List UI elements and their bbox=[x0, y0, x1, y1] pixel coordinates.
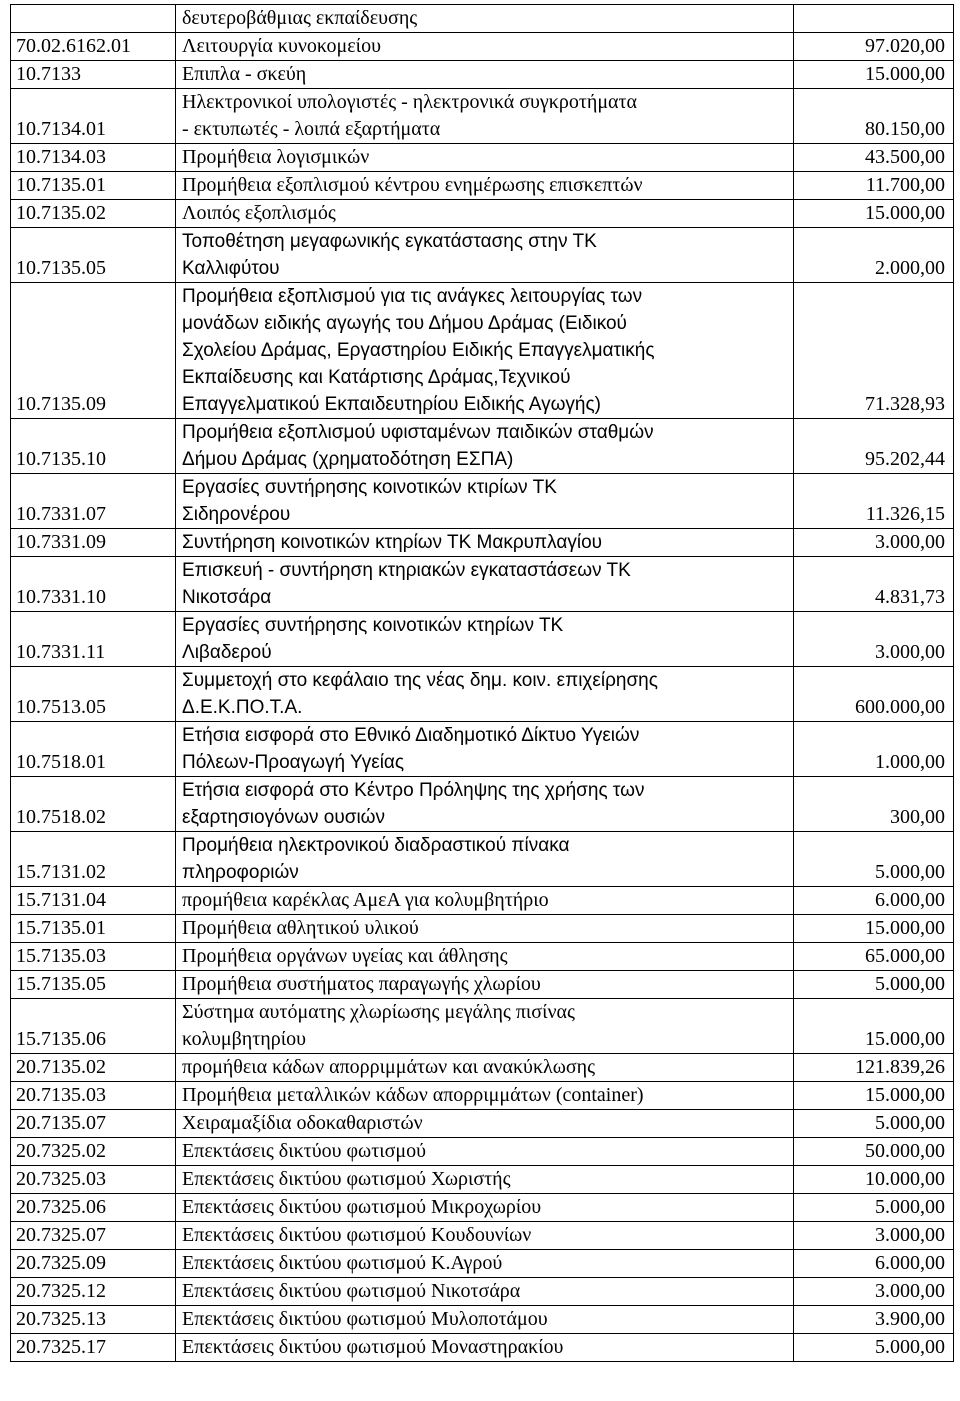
account-code-cell: 15.7135.06 bbox=[11, 999, 176, 1054]
account-code-cell: 70.02.6162.01 bbox=[11, 33, 176, 61]
amount-cell: 95.202,44 bbox=[794, 419, 954, 474]
description-line: δευτεροβάθμιας εκπαίδευσης bbox=[182, 7, 418, 29]
description-line: Επεκτάσεις δικτύου φωτισμού bbox=[182, 1140, 427, 1162]
budget-table-body bbox=[11, 5, 954, 1362]
account-code-cell: 15.7135.03 bbox=[11, 943, 176, 971]
amount-cell: 97.020,00 bbox=[794, 33, 954, 61]
description-line: προμήθεια καρέκλας ΑμεΑ για κολυμβητήριο bbox=[182, 889, 549, 911]
amount-cell: 11.700,00 bbox=[794, 172, 954, 200]
amount-cell: 121.839,26 bbox=[794, 1054, 954, 1082]
description-cell bbox=[176, 228, 794, 283]
description-line: Εργασίες συντήρησης κοινοτικών κτιρίων ΤΚ bbox=[182, 477, 557, 498]
table-row bbox=[11, 1222, 954, 1250]
description-cell bbox=[176, 1222, 794, 1250]
description-cell bbox=[176, 667, 794, 722]
table-row bbox=[11, 5, 954, 33]
description-line: Προμήθεια εξοπλισμού για τις ανάγκες λειτουργίας των bbox=[182, 286, 643, 307]
amount-cell: 4.831,73 bbox=[794, 557, 954, 612]
account-code-cell: 20.7325.09 bbox=[11, 1250, 176, 1278]
table-row bbox=[11, 887, 954, 915]
table-row bbox=[11, 1138, 954, 1166]
amount-cell bbox=[794, 5, 954, 33]
table-row bbox=[11, 1082, 954, 1110]
description-line: Νικοτσάρα bbox=[182, 587, 272, 608]
account-code-cell: 15.7131.02 bbox=[11, 832, 176, 887]
amount-cell: 50.000,00 bbox=[794, 1138, 954, 1166]
table-row bbox=[11, 999, 954, 1054]
amount-cell: 5.000,00 bbox=[794, 1194, 954, 1222]
description-line: Δ.Ε.Κ.ΠΟ.Τ.Α. bbox=[182, 697, 303, 718]
description-line: Προμήθεια εξοπλισμού υφισταμένων παιδικών σταθμών bbox=[182, 422, 654, 443]
account-code-cell: 20.7325.03 bbox=[11, 1166, 176, 1194]
description-cell bbox=[176, 887, 794, 915]
amount-cell: 15.000,00 bbox=[794, 61, 954, 89]
amount-cell: 5.000,00 bbox=[794, 971, 954, 999]
description-cell bbox=[176, 1278, 794, 1306]
amount-cell: 10.000,00 bbox=[794, 1166, 954, 1194]
description-cell bbox=[176, 144, 794, 172]
description-cell bbox=[176, 1306, 794, 1334]
table-row bbox=[11, 33, 954, 61]
account-code-cell: 10.7135.05 bbox=[11, 228, 176, 283]
table-row bbox=[11, 474, 954, 529]
account-code-cell: 20.7135.03 bbox=[11, 1082, 176, 1110]
description-line: Τοποθέτηση μεγαφωνικής εγκατάστασης στην ΤΚ bbox=[182, 231, 597, 252]
account-code-cell: 10.7135.02 bbox=[11, 200, 176, 228]
table-row bbox=[11, 1054, 954, 1082]
description-line: Επεκτάσεις δικτύου φωτισμού Μοναστηρακίου bbox=[182, 1336, 564, 1358]
amount-cell: 5.000,00 bbox=[794, 1110, 954, 1138]
amount-cell: 3.000,00 bbox=[794, 529, 954, 557]
description-line: Επιπλα - σκεύη bbox=[182, 63, 307, 85]
account-code-cell: 15.7135.01 bbox=[11, 915, 176, 943]
description-line: μονάδων ειδικής αγωγής του Δήμου Δράμας (Ειδικού bbox=[182, 313, 627, 334]
description-line: Εργασίες συντήρησης κοινοτικών κτηρίων ΤΚ bbox=[182, 615, 564, 636]
amount-cell: 3.000,00 bbox=[794, 612, 954, 667]
amount-cell: 300,00 bbox=[794, 777, 954, 832]
table-row bbox=[11, 283, 954, 419]
table-row bbox=[11, 1334, 954, 1362]
table-row bbox=[11, 943, 954, 971]
description-cell bbox=[176, 999, 794, 1054]
description-line: Ετήσια εισφορά στο Κέντρο Πρόληψης της χρήσης των bbox=[182, 780, 645, 801]
description-line: Προμήθεια μεταλλικών κάδων απορριμμάτων (container) bbox=[182, 1084, 644, 1106]
description-cell bbox=[176, 1110, 794, 1138]
account-code-cell: 10.7135.01 bbox=[11, 172, 176, 200]
table-row bbox=[11, 1278, 954, 1306]
description-cell bbox=[176, 200, 794, 228]
description-line: - εκτυπωτές - λοιπά εξαρτήματα bbox=[182, 118, 441, 140]
description-line: Σιδηρονέρου bbox=[182, 504, 291, 525]
account-code-cell: 20.7325.12 bbox=[11, 1278, 176, 1306]
description-cell bbox=[176, 33, 794, 61]
account-code-cell: 10.7331.11 bbox=[11, 612, 176, 667]
account-code-cell: 10.7331.10 bbox=[11, 557, 176, 612]
account-code-cell bbox=[11, 5, 176, 33]
account-code-cell: 10.7331.07 bbox=[11, 474, 176, 529]
account-code-cell: 10.7134.01 bbox=[11, 89, 176, 144]
table-row bbox=[11, 419, 954, 474]
table-row bbox=[11, 1194, 954, 1222]
account-code-cell: 10.7135.10 bbox=[11, 419, 176, 474]
description-cell bbox=[176, 474, 794, 529]
table-row bbox=[11, 200, 954, 228]
description-cell bbox=[176, 529, 794, 557]
description-line: Πόλεων-Προαγωγή Υγείας bbox=[182, 752, 405, 773]
description-line: Καλλιφύτου bbox=[182, 258, 280, 279]
description-line: Χειραμαξίδια οδοκαθαριστών bbox=[182, 1112, 423, 1134]
description-line: εξαρτησιογόνων ουσιών bbox=[182, 807, 385, 828]
account-code-cell: 20.7325.02 bbox=[11, 1138, 176, 1166]
account-code-cell: 10.7133 bbox=[11, 61, 176, 89]
description-cell bbox=[176, 971, 794, 999]
table-row bbox=[11, 61, 954, 89]
table-row bbox=[11, 89, 954, 144]
account-code-cell: 20.7135.02 bbox=[11, 1054, 176, 1082]
amount-cell: 5.000,00 bbox=[794, 832, 954, 887]
description-line: Επεκτάσεις δικτύου φωτισμού Κ.Αγρού bbox=[182, 1252, 503, 1274]
description-cell bbox=[176, 1082, 794, 1110]
description-line: Συντήρηση κοινοτικών κτηρίων ΤΚ Μακρυπλαγίου bbox=[182, 532, 603, 553]
table-row bbox=[11, 1250, 954, 1278]
description-cell bbox=[176, 1054, 794, 1082]
description-line: κολυμβητηρίου bbox=[182, 1028, 306, 1050]
table-row bbox=[11, 1110, 954, 1138]
description-line: προμήθεια κάδων απορριμμάτων και ανακύκλωσης bbox=[182, 1056, 596, 1078]
description-cell bbox=[176, 283, 794, 419]
description-line: Ηλεκτρονικοί υπολογιστές - ηλεκτρονικά συγκροτήματα bbox=[182, 91, 638, 113]
amount-cell: 3.900,00 bbox=[794, 1306, 954, 1334]
table-row bbox=[11, 667, 954, 722]
description-cell bbox=[176, 1194, 794, 1222]
description-line: Ετήσια εισφορά στο Εθνικό Διαδημοτικό Δίκτυο Υγειών bbox=[182, 725, 640, 746]
amount-cell: 6.000,00 bbox=[794, 887, 954, 915]
amount-cell: 80.150,00 bbox=[794, 89, 954, 144]
description-line: Λιβαδερού bbox=[182, 642, 272, 663]
account-code-cell: 15.7131.04 bbox=[11, 887, 176, 915]
description-cell bbox=[176, 1334, 794, 1362]
table-row bbox=[11, 144, 954, 172]
description-line: Προμήθεια εξοπλισμού κέντρου ενημέρωσης επισκεπτών bbox=[182, 174, 643, 196]
account-code-cell: 15.7135.05 bbox=[11, 971, 176, 999]
description-line: Προμήθεια ηλεκτρονικού διαδραστικού πίνακα bbox=[182, 835, 570, 856]
description-line: Εκπαίδευσης και Κατάρτισης Δράμας,Τεχνικού bbox=[182, 367, 571, 388]
description-cell bbox=[176, 419, 794, 474]
amount-cell: 5.000,00 bbox=[794, 1334, 954, 1362]
table-row bbox=[11, 557, 954, 612]
description-line: Επεκτάσεις δικτύου φωτισμού Κουδουνίων bbox=[182, 1224, 532, 1246]
table-row bbox=[11, 612, 954, 667]
description-line: Προμήθεια αθλητικού υλικού bbox=[182, 917, 419, 939]
description-line: Επαγγελματικού Εκπαιδευτηρίου Ειδικής Αγωγής) bbox=[182, 394, 601, 415]
table-row bbox=[11, 971, 954, 999]
description-cell bbox=[176, 89, 794, 144]
amount-cell: 600.000,00 bbox=[794, 667, 954, 722]
description-line: πληροφοριών bbox=[182, 862, 299, 883]
amount-cell: 1.000,00 bbox=[794, 722, 954, 777]
account-code-cell: 10.7134.03 bbox=[11, 144, 176, 172]
description-line: Δήμου Δράμας (χρηματοδότηση ΕΣΠΑ) bbox=[182, 449, 514, 470]
table-row bbox=[11, 1166, 954, 1194]
table-row bbox=[11, 1306, 954, 1334]
description-line: Συμμετοχή στο κεφάλαιο της νέας δημ. κοιν. επιχείρησης bbox=[182, 670, 658, 691]
description-cell bbox=[176, 943, 794, 971]
amount-cell: 71.328,93 bbox=[794, 283, 954, 419]
table-row bbox=[11, 172, 954, 200]
amount-cell: 65.000,00 bbox=[794, 943, 954, 971]
description-line: Επεκτάσεις δικτύου φωτισμού Χωριστής bbox=[182, 1168, 511, 1190]
table-row bbox=[11, 832, 954, 887]
description-cell bbox=[176, 172, 794, 200]
account-code-cell: 20.7325.06 bbox=[11, 1194, 176, 1222]
amount-cell: 6.000,00 bbox=[794, 1250, 954, 1278]
description-cell bbox=[176, 915, 794, 943]
amount-cell: 15.000,00 bbox=[794, 1082, 954, 1110]
amount-cell: 15.000,00 bbox=[794, 915, 954, 943]
table-row bbox=[11, 777, 954, 832]
table-row bbox=[11, 722, 954, 777]
description-cell bbox=[176, 1138, 794, 1166]
budget-table bbox=[10, 4, 954, 1362]
account-code-cell: 20.7325.13 bbox=[11, 1306, 176, 1334]
amount-cell: 3.000,00 bbox=[794, 1278, 954, 1306]
description-line: Επεκτάσεις δικτύου φωτισμού Μυλοποτάμου bbox=[182, 1308, 548, 1330]
amount-cell: 15.000,00 bbox=[794, 200, 954, 228]
description-line: Σύστημα αυτόματης χλωρίωσης μεγάλης πισίνας bbox=[182, 1001, 575, 1023]
account-code-cell: 10.7518.02 bbox=[11, 777, 176, 832]
description-cell bbox=[176, 61, 794, 89]
description-line: Προμήθεια λογισμικών bbox=[182, 146, 370, 168]
description-line: Λοιπός εξοπλισμός bbox=[182, 202, 336, 224]
description-line: Προμήθεια οργάνων υγείας και άθλησης bbox=[182, 945, 508, 967]
amount-cell: 15.000,00 bbox=[794, 999, 954, 1054]
description-line: Λειτουργία κυνοκομείου bbox=[182, 35, 381, 57]
description-cell bbox=[176, 1250, 794, 1278]
account-code-cell: 20.7325.17 bbox=[11, 1334, 176, 1362]
account-code-cell: 10.7518.01 bbox=[11, 722, 176, 777]
account-code-cell: 10.7331.09 bbox=[11, 529, 176, 557]
amount-cell: 11.326,15 bbox=[794, 474, 954, 529]
table-row bbox=[11, 529, 954, 557]
description-cell bbox=[176, 832, 794, 887]
description-line: Σχολείου Δράμας, Εργαστηρίου Ειδικής Επαγγελματικής bbox=[182, 340, 655, 361]
table-row bbox=[11, 228, 954, 283]
description-line: Προμήθεια συστήματος παραγωγής χλωρίου bbox=[182, 973, 541, 995]
description-cell bbox=[176, 612, 794, 667]
account-code-cell: 10.7513.05 bbox=[11, 667, 176, 722]
description-cell bbox=[176, 5, 794, 33]
account-code-cell: 20.7135.07 bbox=[11, 1110, 176, 1138]
description-line: Επισκευή - συντήρηση κτηριακών εγκαταστάσεων ΤΚ bbox=[182, 560, 631, 581]
amount-cell: 2.000,00 bbox=[794, 228, 954, 283]
description-cell bbox=[176, 557, 794, 612]
description-cell bbox=[176, 777, 794, 832]
description-line: Επεκτάσεις δικτύου φωτισμού Νικοτσάρα bbox=[182, 1280, 521, 1302]
amount-cell: 43.500,00 bbox=[794, 144, 954, 172]
table-row bbox=[11, 915, 954, 943]
account-code-cell: 10.7135.09 bbox=[11, 283, 176, 419]
account-code-cell: 20.7325.07 bbox=[11, 1222, 176, 1250]
amount-cell: 3.000,00 bbox=[794, 1222, 954, 1250]
description-cell bbox=[176, 722, 794, 777]
description-line: Επεκτάσεις δικτύου φωτισμού Μικροχωρίου bbox=[182, 1196, 542, 1218]
description-cell bbox=[176, 1166, 794, 1194]
